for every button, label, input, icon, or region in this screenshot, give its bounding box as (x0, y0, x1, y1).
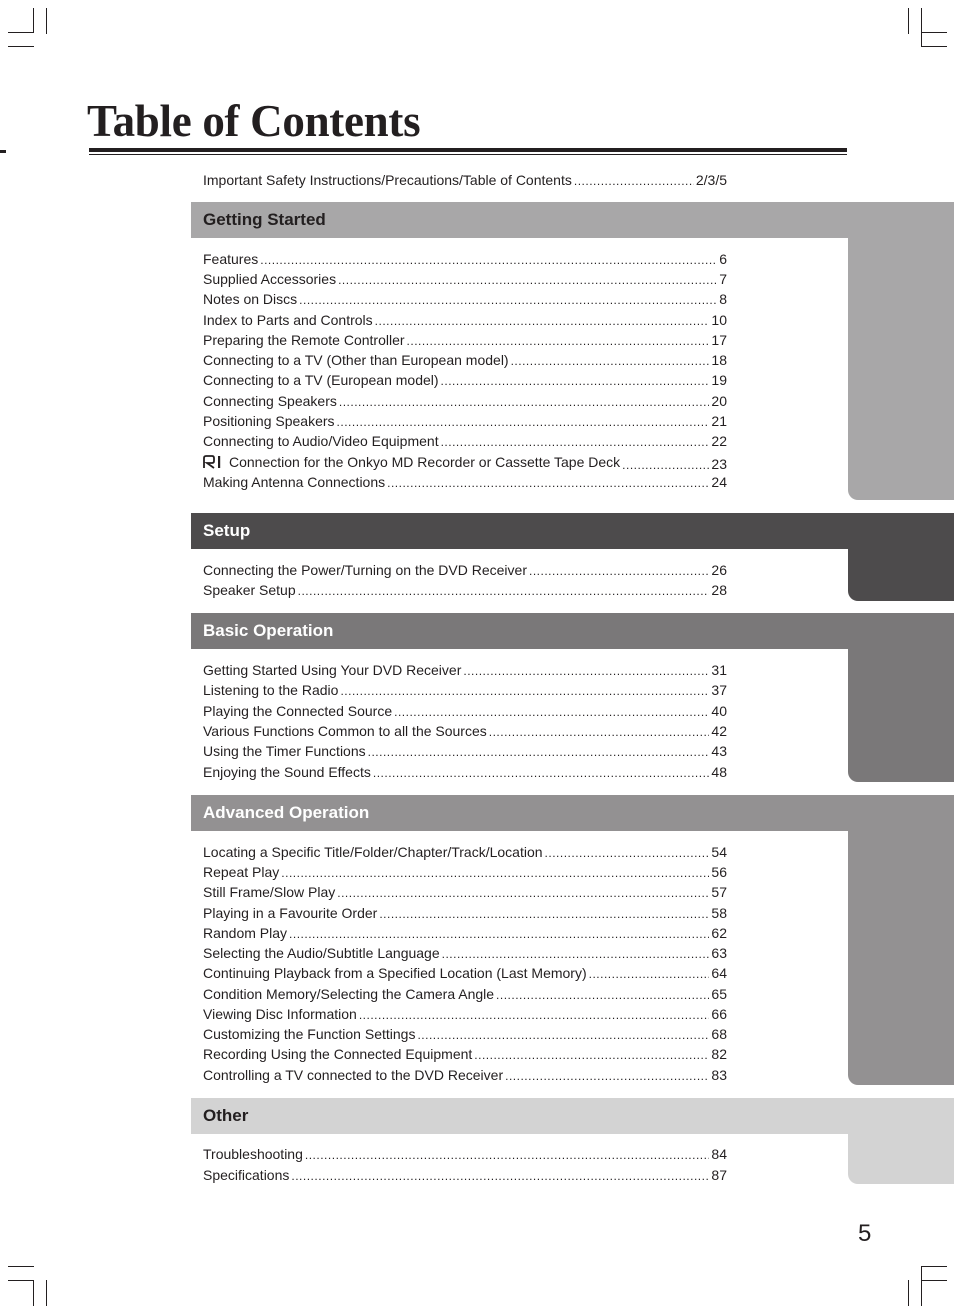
leader-dots (291, 1166, 709, 1186)
section-tab-setup (848, 513, 954, 601)
toc-entry[interactable] (203, 350, 727, 370)
toc-entry[interactable] (203, 923, 727, 943)
toc-entry-label: Still Frame/Slow Play (203, 884, 336, 900)
section-header-getting-started (191, 202, 851, 238)
toc-entry[interactable] (203, 310, 727, 330)
toc-entry[interactable] (203, 842, 727, 862)
toc-entry-label: Connecting to a TV (Other than European model) (203, 352, 509, 368)
leader-dots (379, 904, 709, 924)
toc-entry[interactable] (203, 1004, 727, 1024)
section-tab-advanced-operation (848, 795, 954, 1085)
toc-entry-page: 43 (711, 743, 727, 759)
toc-entry-label: Using the Timer Functions (203, 743, 366, 759)
toc-entry-page: 48 (711, 764, 727, 780)
leader-dots (574, 171, 694, 191)
toc-entry-label: Random Play (203, 925, 288, 941)
toc-entry-page: 2/3/5 (695, 172, 727, 188)
toc-entry-label: Various Functions Common to all the Sources (203, 723, 487, 739)
toc-entry-label: Viewing Disc Information (203, 1006, 357, 1022)
leader-dots (373, 763, 710, 783)
leader-dots (299, 290, 717, 310)
toc-entry-label-wrap (203, 452, 620, 472)
toc-entry-label: Continuing Playback from a Specified Location (Last Memory) (203, 965, 587, 981)
toc-entry-page: 66 (711, 1006, 727, 1022)
leader-dots (474, 1045, 709, 1065)
toc-entry[interactable] (203, 680, 727, 700)
toc-entry[interactable] (203, 741, 727, 761)
leader-dots (489, 722, 710, 742)
toc-entry-page: 21 (711, 413, 727, 429)
toc-entry[interactable] (203, 1165, 727, 1185)
toc-entry-page: 17 (711, 332, 727, 348)
section-header-other (191, 1098, 851, 1134)
leader-dots (394, 702, 709, 722)
leader-dots (338, 270, 717, 290)
toc-entry[interactable] (203, 560, 727, 580)
leader-dots (442, 944, 710, 964)
section-header-setup (191, 513, 851, 549)
section-tab-getting-started (848, 202, 954, 500)
toc-entry[interactable] (203, 411, 727, 431)
toc-entry[interactable] (203, 472, 727, 492)
leader-dots (417, 1025, 709, 1045)
toc-entry[interactable] (203, 762, 727, 782)
ri-logo-icon (203, 455, 225, 469)
toc-entry-page: 31 (711, 662, 727, 678)
toc-entry[interactable] (203, 903, 727, 923)
toc-entry-page: 87 (711, 1167, 727, 1183)
toc-entry-page: 82 (711, 1046, 727, 1062)
section-title: Basic Operation (203, 621, 334, 640)
toc-entry-page: 58 (711, 905, 727, 921)
toc-entry-label: Connecting Speakers (203, 393, 337, 409)
toc-entry-page: 7 (719, 271, 727, 287)
toc-entry-page: 84 (711, 1146, 727, 1162)
section-title: Setup (203, 521, 251, 540)
leader-dots (289, 924, 709, 944)
leader-dots (505, 1066, 709, 1086)
toc-entry-page: 56 (711, 864, 727, 880)
toc-entry-label: Important Safety Instructions/Precautions/Table of Contents (203, 172, 572, 188)
leader-dots (340, 681, 709, 701)
leader-dots (375, 311, 710, 331)
toc-entry-label: Positioning Speakers (203, 413, 335, 429)
leader-dots (496, 985, 709, 1005)
toc-entry-page: 24 (711, 474, 727, 490)
page-title: Table of Contents (87, 96, 421, 146)
leader-dots (359, 1005, 710, 1025)
toc-entry[interactable] (203, 391, 727, 411)
toc-entry-label: Connecting to Audio/Video Equipment (203, 433, 439, 449)
toc-entry-page: 42 (711, 723, 727, 739)
toc-entry[interactable] (203, 289, 727, 309)
toc-entry-label: Listening to the Radio (203, 682, 339, 698)
page-number: 5 (858, 1220, 872, 1247)
toc-entry-intro[interactable] (203, 170, 727, 190)
toc-entry-label: Connecting the Power/Turning on the DVD Receiver (203, 562, 527, 578)
toc-entry-label: Index to Parts and Controls (203, 312, 373, 328)
toc-entry[interactable] (203, 1065, 727, 1085)
toc-entry[interactable] (203, 963, 727, 983)
toc-entry-page: 22 (711, 433, 727, 449)
toc-entry-label: Controlling a TV connected to the DVD Receiver (203, 1067, 504, 1083)
section-title: Advanced Operation (203, 803, 370, 822)
toc-entry-page: 65 (711, 986, 727, 1002)
toc-entry-page: 62 (711, 925, 727, 941)
toc-entry-label: Specifications (203, 1167, 290, 1183)
toc-entry-label: Making Antenna Connections (203, 474, 386, 490)
leader-dots (339, 392, 710, 412)
toc-entry[interactable] (203, 370, 727, 390)
leader-dots (305, 1145, 710, 1165)
toc-entry-page: 37 (711, 682, 727, 698)
leader-dots (387, 473, 709, 493)
toc-entry[interactable] (203, 249, 727, 269)
section-tab-basic-operation (848, 613, 954, 782)
toc-entry-page: 83 (711, 1067, 727, 1083)
toc-entry[interactable] (203, 660, 727, 680)
toc-entry[interactable] (203, 269, 727, 289)
toc-entry[interactable] (203, 1024, 727, 1044)
title-rule-thick (89, 148, 847, 152)
toc-entry[interactable] (203, 701, 727, 721)
title-rule-thin (89, 154, 847, 155)
toc-entry[interactable] (203, 943, 727, 963)
leader-dots (260, 250, 717, 270)
toc-entry-label: Troubleshooting (203, 1146, 303, 1162)
toc-entry[interactable] (203, 882, 727, 902)
leader-dots (589, 964, 710, 984)
toc-entry-label: Supplied Accessories (203, 271, 337, 287)
toc-entry[interactable] (203, 1044, 727, 1064)
leader-dots (337, 883, 709, 903)
leader-dots (407, 331, 710, 351)
toc-entry-page: 28 (711, 582, 727, 598)
toc-entry-label: Preparing the Remote Controller (203, 332, 405, 348)
toc-entry[interactable] (203, 721, 727, 741)
leader-dots (463, 661, 709, 681)
toc-entry-label: Connecting to a TV (European model) (203, 372, 439, 388)
section-tab-other (848, 1098, 954, 1184)
toc-entry-page: 10 (711, 312, 727, 328)
leader-dots (337, 412, 710, 432)
toc-entry[interactable] (203, 330, 727, 350)
leader-dots (298, 581, 710, 601)
section-title: Getting Started (203, 210, 326, 229)
toc-entry-label: Connection for the Onkyo MD Recorder or Cassette Tape Deck (229, 454, 621, 470)
toc-entry-label: Getting Started Using Your DVD Receiver (203, 662, 462, 678)
toc-entry-label: Features (203, 251, 259, 267)
toc-entry-page: 20 (711, 393, 727, 409)
toc-entry[interactable] (203, 862, 727, 882)
leader-dots (529, 561, 709, 581)
toc-entry-page: 57 (711, 884, 727, 900)
toc-entry-page: 6 (719, 251, 727, 267)
toc-entry-page: 68 (711, 1026, 727, 1042)
toc-entry-label: Enjoying the Sound Effects (203, 764, 371, 780)
toc-entry-label: Playing the Connected Source (203, 703, 393, 719)
toc-entry-label: Selecting the Audio/Subtitle Language (203, 945, 440, 961)
toc-entry-page: 26 (711, 562, 727, 578)
toc-entry-label: Repeat Play (203, 864, 280, 880)
toc-entry-page: 54 (711, 844, 727, 860)
section-title: Other (203, 1106, 249, 1125)
toc-entry-label: Customizing the Function Settings (203, 1026, 416, 1042)
toc-entry-page: 64 (711, 965, 727, 981)
leader-dots (281, 863, 709, 883)
toc-entry-label: Recording Using the Connected Equipment (203, 1046, 473, 1062)
section-header-basic-operation (191, 613, 851, 649)
section-header-advanced-operation (191, 795, 851, 831)
toc-entry-label: Locating a Specific Title/Folder/Chapter/Track/Location (203, 844, 543, 860)
toc-entry[interactable] (203, 431, 727, 451)
toc-entry-label: Playing in a Favourite Order (203, 905, 378, 921)
toc-entry-page: 40 (711, 703, 727, 719)
leader-dots (511, 351, 710, 371)
toc-entry-page: 23 (711, 456, 727, 472)
toc-entry-label: Condition Memory/Selecting the Camera Angle (203, 986, 495, 1002)
toc-entry[interactable] (203, 984, 727, 1004)
toc-entry-page: 63 (711, 945, 727, 961)
toc-entry-page: 8 (719, 291, 727, 307)
toc-entry-label: Notes on Discs (203, 291, 298, 307)
toc-entry-label: Speaker Setup (203, 582, 296, 598)
leader-dots (441, 432, 710, 452)
toc-entry[interactable] (203, 580, 727, 600)
toc-entry[interactable] (203, 452, 727, 472)
toc-entry-page: 19 (711, 372, 727, 388)
leader-dots (545, 843, 710, 863)
leader-dots (368, 742, 710, 762)
leader-dots (441, 371, 710, 391)
toc-entry[interactable] (203, 1144, 727, 1164)
registration-mark (0, 150, 6, 153)
toc-entry-page: 18 (711, 352, 727, 368)
